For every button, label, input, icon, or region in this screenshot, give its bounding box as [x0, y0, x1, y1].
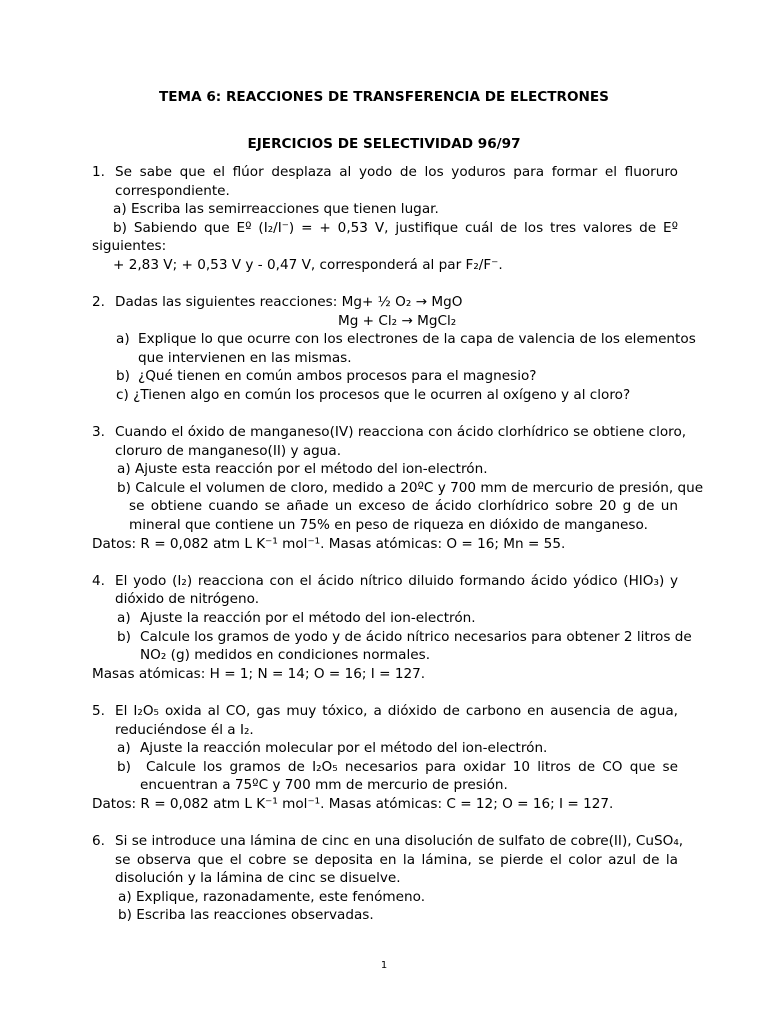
exercise-number: 1. [92, 164, 105, 180]
exercise-data-line: Datos: R = 0,082 atm L K⁻¹ mol⁻¹. Masas atómicas: O = 16; Mn = 55. [92, 536, 566, 552]
exercise-part-a: Explique lo que ocurre con los electrones de la capa de valencia de los elementos [138, 331, 696, 347]
exercise-text-line: reduciéndose él a I₂. [115, 722, 254, 738]
exercise-text-line: + 2,83 V; + 0,53 V y - 0,47 V, corresponderá al par F₂/F⁻. [113, 257, 503, 273]
exercise-part-b: Calcule los gramos de yodo y de ácido nítrico necesarios para obtener 2 litros de [140, 629, 692, 645]
exercise-part-b: ¿Qué tienen en común ambos procesos para el magnesio? [138, 368, 537, 384]
exercise-text-line: El I₂O₅ oxida al CO, gas muy tóxico, a dióxido de carbono en ausencia de agua, [115, 703, 678, 719]
exercise-part-b: b) Calcule el volumen de cloro, medido a 20ºC y 700 mm de mercurio de presión, que [117, 480, 704, 496]
exercise-text-line: NO₂ (g) medidos en condiciones normales. [140, 647, 431, 663]
exercise-part-a: Ajuste la reacción por el método del ion-electrón. [140, 610, 476, 626]
exercise-text-line: cloruro de manganeso(II) y agua. [115, 443, 342, 459]
part-marker-b: b) [116, 368, 130, 384]
exercise-number: 5. [92, 703, 105, 719]
exercise-text-line: se observa que el cobre se deposita en la lámina, se pierde el color azul de la [115, 852, 678, 868]
exercise-number: 6. [92, 833, 105, 849]
exercise-data-line: Masas atómicas: H = 1; N = 14; O = 16; I = 127. [92, 666, 426, 682]
part-marker-a: a) [117, 740, 131, 756]
exercise-text-line: Si se introduce una lámina de cinc en una disolución de sulfato de cobre(II), CuSO₄, [115, 833, 684, 849]
exercise-number: 2. [92, 294, 105, 310]
part-marker-b: b) [117, 629, 131, 645]
exercise-text-line: Cuando el óxido de manganeso(IV) reacciona con ácido clorhídrico se obtiene cloro, [115, 424, 687, 440]
part-marker-a: a) [117, 610, 131, 626]
reaction-line-2: Mg + Cl₂ → MgCl₂ [338, 313, 457, 329]
document-title: TEMA 6: REACCIONES DE TRANSFERENCIA DE ELECTRONES [159, 89, 609, 105]
part-marker-a: a) [116, 331, 130, 347]
exercise-data-line: Datos: R = 0,082 atm L K⁻¹ mol⁻¹. Masas atómicas: C = 12; O = 16; I = 127. [92, 796, 614, 812]
exercise-text-line: El yodo (I₂) reacciona con el ácido nítrico diluido formando ácido yódico (HIO₃) y [115, 573, 678, 589]
exercise-text-line: se obtiene cuando se añade un exceso de ácido clorhídrico sobre 20 g de un [129, 498, 678, 514]
exercise-part-b: b) Sabiendo que Eº (I₂/I⁻) = + 0,53 V, justifique cuál de los tres valores de Eº [113, 220, 678, 236]
exercise-text-line: que intervienen en las mismas. [138, 350, 352, 366]
exercise-part-b: b) Escriba las reacciones observadas. [118, 907, 374, 923]
exercise-part-b: Calcule los gramos de I₂O₅ necesarios para oxidar 10 litros de CO que se [146, 759, 678, 775]
exercise-text-line: mineral que contiene un 75% en peso de riqueza en dióxido de manganeso. [129, 517, 648, 533]
exercise-part-c: c) ¿Tienen algo en común los procesos que le ocurren al oxígeno y al cloro? [116, 387, 631, 403]
page-number: 1 [380, 960, 388, 971]
exercise-text-line: correspondiente. [115, 183, 230, 199]
exercise-number: 3. [92, 424, 105, 440]
exercise-text-line: disolución y la lámina de cinc se disuelve. [115, 870, 401, 886]
exercise-number: 4. [92, 573, 105, 589]
exercise-part-a: a) Explique, razonadamente, este fenómeno. [118, 889, 426, 905]
exercise-text-line: encuentran a 75ºC y 700 mm de mercurio de presión. [140, 777, 508, 793]
part-marker-b: b) [117, 759, 131, 775]
exercise-text-line: siguientes: [92, 238, 167, 254]
exercise-text-line: Se sabe que el flúor desplaza al yodo de los yoduros para formar el fluoruro [115, 164, 678, 180]
exercise-part-a: a) Ajuste esta reacción por el método del ion-electrón. [117, 461, 488, 477]
reaction-line-1: Dadas las siguientes reacciones: Mg+ ½ O₂ → MgO [115, 294, 463, 310]
document-subtitle: EJERCICIOS DE SELECTIVIDAD 96/97 [247, 136, 521, 152]
exercise-text-line: dióxido de nitrógeno. [115, 591, 260, 607]
exercise-part-a: a) Escriba las semirreacciones que tienen lugar. [113, 201, 439, 217]
exercise-part-a: Ajuste la reacción molecular por el método del ion-electrón. [140, 740, 548, 756]
